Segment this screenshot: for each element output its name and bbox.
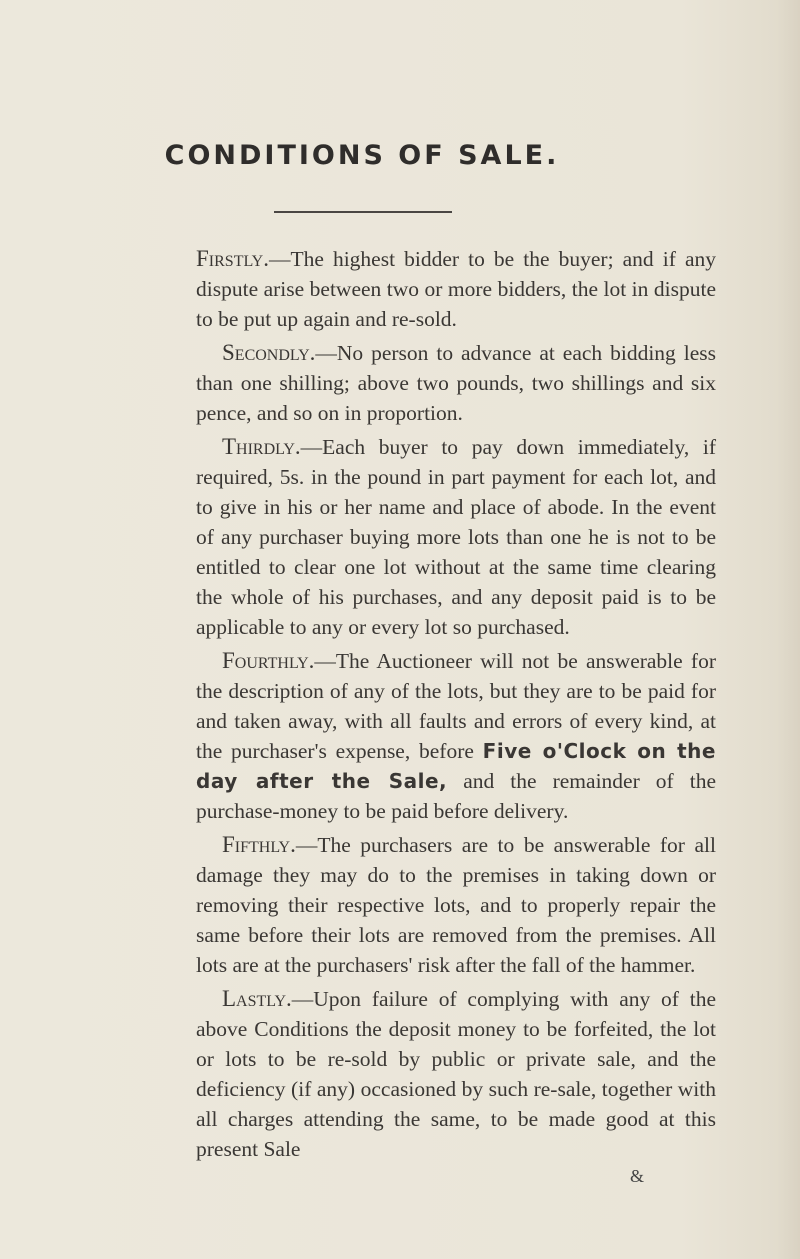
- condition-text: —Each buyer to pay down immediately, if required, 5s. in the pound in part payment for each lot, and to give in his or her name and place of abode. In the event of any purchaser buying more lots than one he is not to be entitled to clear one lot without at the same time clearing the whole of his purchases, and any deposit paid is to be applicable to any or every lot so purchased.: [196, 435, 716, 639]
- page-title: CONDITIONS OF SALE.: [164, 140, 560, 171]
- condition-text: —The purchasers are to be answerable for all damage they may do to the premises in taking down or removing their respective lots, and to properly repair the same before their lots are removed from the premises. All lots are at the purchasers' risk after the fall of the hammer.: [196, 833, 716, 977]
- condition-text: —The Auctioneer will not be answerable for the description of any of the lots, but they are to be paid for and taken away, with all faults and errors of every kind, at the purchaser's expense, before: [196, 649, 716, 763]
- condition-text: —No person to advance at each bidding less than one shilling; above two pounds, two shillings and six pence, and so on in proportion.: [196, 341, 716, 425]
- condition-text-continued: and the remainder of the purchase-money to be paid before delivery.: [196, 769, 717, 823]
- catchword: &: [630, 1166, 645, 1186]
- condition-firstly: [196, 244, 716, 334]
- condition-lead: Lastly.: [222, 986, 292, 1011]
- condition-lastly: [196, 984, 716, 1164]
- condition-fifthly: [196, 830, 716, 980]
- condition-secondly: [196, 338, 716, 428]
- condition-lead: Thirdly.: [222, 434, 301, 459]
- condition-text: —The highest bidder to be the buyer; and if any dispute arise between two or more bidders, the lot in dispute to be put up again and re-sold.: [196, 247, 716, 331]
- condition-lead: Firstly.: [196, 246, 269, 271]
- condition-thirdly: [196, 432, 716, 642]
- title-rule: [274, 211, 452, 213]
- condition-fourthly: [196, 646, 716, 826]
- condition-text: —Upon failure of complying with any of the above Conditions the deposit money to be forfeited, the lot or lots to be re-sold by public or private sale, and the deficiency (if any) occasioned by such re-sale, together with all charges attending the same, to be made good at this present Sale: [196, 987, 716, 1161]
- condition-lead: Fifthly.: [222, 832, 296, 857]
- condition-lead: Secondly.: [222, 340, 316, 365]
- condition-lead: Fourthly.: [222, 648, 315, 673]
- condition-emphasis: Five o'Clock on the day after the Sale,: [196, 739, 716, 793]
